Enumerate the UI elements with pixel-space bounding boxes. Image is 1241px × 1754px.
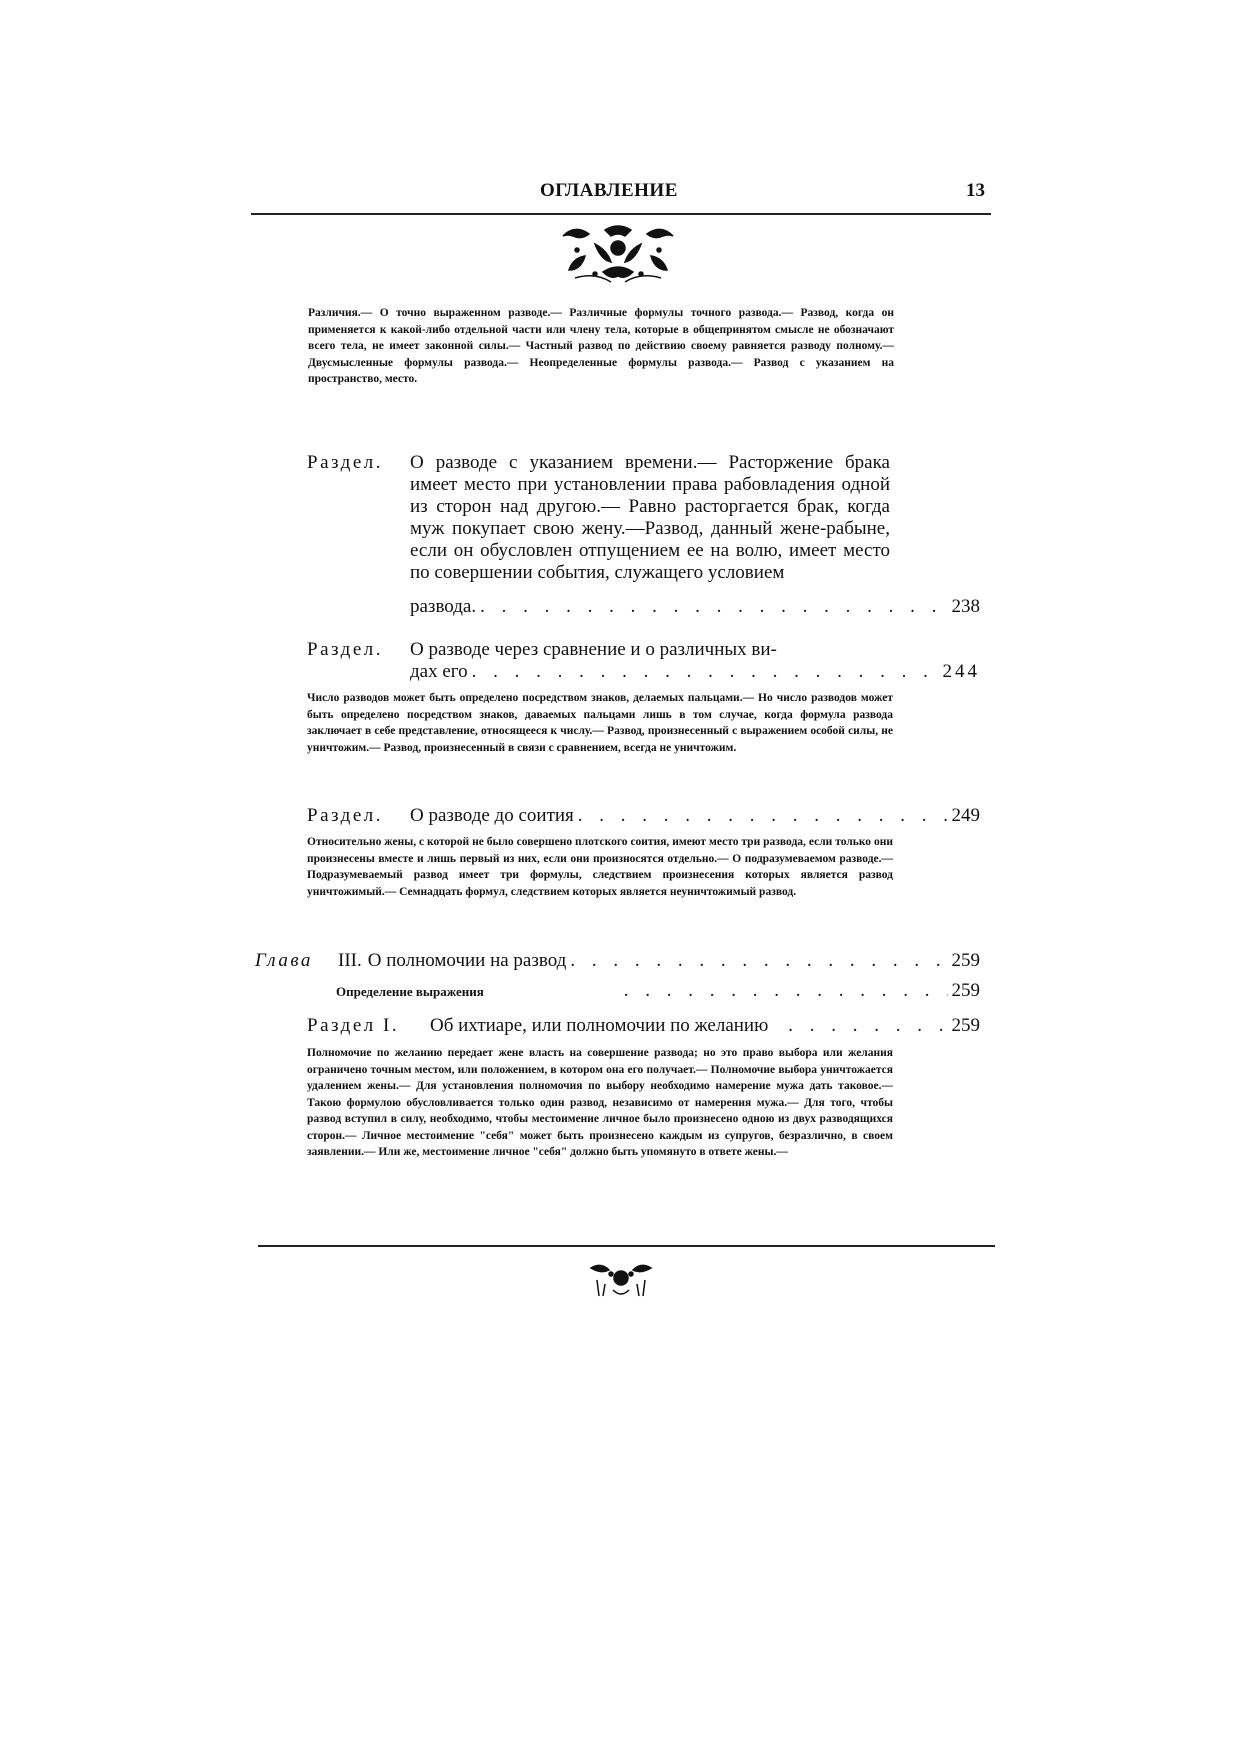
section-label: Раздел.: [307, 452, 383, 473]
page-ref: 249: [951, 805, 980, 826]
toc-line-238: [410, 596, 980, 618]
entry-title: Об ихтиаре, или полномочии по желанию: [430, 1015, 769, 1036]
entry-description: Полномочие по желанию передает жене власть на совершение развода; но это право выбора или желания ограничено точным местом, или положением, в котором она его получает.— Полномочие выбора уничтожается удалением жены.— Для установления полномочия по выбору необходимо намерение мужа дать таковое.— Такою формулою обусловливается только один развод, независимо от намерения мужа.— Для того, чтобы развод вступил в силу, необходимо, чтобы местоимение личное было произнесено одною из двух разводящихся сторон.— Личное местоимение "себя" может быть произнесено каждым из супругов, безразлично, в своем заявлении.— Или же, местоимение личное "себя" должно быть упомянуто в ответе жены.—: [307, 1047, 893, 1158]
dot-leader: [480, 596, 947, 618]
bottom-rule: [258, 1245, 995, 1247]
ornament-bottom-icon: [587, 1260, 655, 1300]
page-ref: 244: [942, 661, 980, 682]
page-title: ОГЛАВЛЕНИЕ: [540, 180, 678, 201]
section-label: Раздел.: [307, 805, 383, 826]
entry-title: О разводе с указанием времени.— Расторжение брака имеет место при установлении права рабовладения одной из сторон над другою.— Равно расторгается брак, когда муж покупает свою жену.—Развод, данный жене-рабыне, если он обусловлен отпущением ее на волю, имеет место по совершении события, служащего условием: [410, 452, 890, 583]
page-ref: 259: [951, 950, 980, 971]
dot-leader: [578, 805, 948, 827]
intro-paragraph: Различия.— О точно выраженном разводе.— Различные формулы точного развода.— Развод, когда он применяется к какой-либо отдельной части или члену тела, которые в общепринятом смысле не обозначают всего тела, не имеет законной силы.— Частный развод по действию своему равняется разводу полному.— Двусмысленные формулы развода.— Неопределенные формулы развода.— Развод с указанием на пространство, место.: [308, 307, 894, 385]
toc-line-chapter: [338, 950, 980, 972]
chapter-number: III.: [338, 950, 362, 971]
page-number: 13: [966, 180, 985, 201]
entry-title: О разводе до соития: [410, 805, 574, 826]
section-label: Раздел.: [307, 639, 383, 660]
dot-leader: [788, 1015, 947, 1037]
page-ref: 259: [951, 980, 980, 1001]
page-ref: 259: [951, 1015, 980, 1036]
top-rule: [251, 213, 991, 215]
toc-line-244: [410, 661, 980, 683]
page-ref: 238: [951, 596, 980, 617]
entry-description: Относительно жены, с которой не было совершено плотского соития, имеют место три развода, если только они произнесены вместе и лишь первый из них, если они произносятся отдельно.— О подразумеваемом разводе.— Подразумеваемый развод имеет три формулы, следствием произнесения которых является развод уничтожимый.— Семнадцать формул, следствием которых является неуничтожимый развод.: [307, 836, 893, 898]
toc-line-259: [430, 1015, 980, 1037]
definition-title: Определение выражения: [336, 984, 484, 999]
toc-line-249: [410, 805, 980, 827]
entry-title-end: дах его: [410, 661, 468, 682]
chapter-label: Глава: [255, 950, 313, 971]
dot-leader: [570, 950, 947, 972]
section-label: Раздел I.: [307, 1015, 400, 1036]
ornament-top-icon: [555, 222, 681, 286]
entry-title-end: развода.: [410, 596, 477, 617]
dot-leader: [624, 980, 948, 1002]
toc-line-definition: [336, 980, 980, 1002]
entry-description: Число разводов может быть определено посредством знаков, делаемых пальцами.— Но число разводов может быть определено посредством знаков, даваемых пальцами лишь в том случае, когда формула развода заключает в себе представление, относящееся к числу.— Развод, произнесенный с выражением особой силы, не уничтожим.— Развод, произнесенный в связи с сравнением, всегда не уничтожим.: [307, 692, 893, 754]
dot-leader: [472, 661, 939, 683]
entry-title: О разводе через сравнение и о различных ви-: [410, 639, 777, 660]
chapter-title: О полномочии на развод: [367, 950, 567, 971]
